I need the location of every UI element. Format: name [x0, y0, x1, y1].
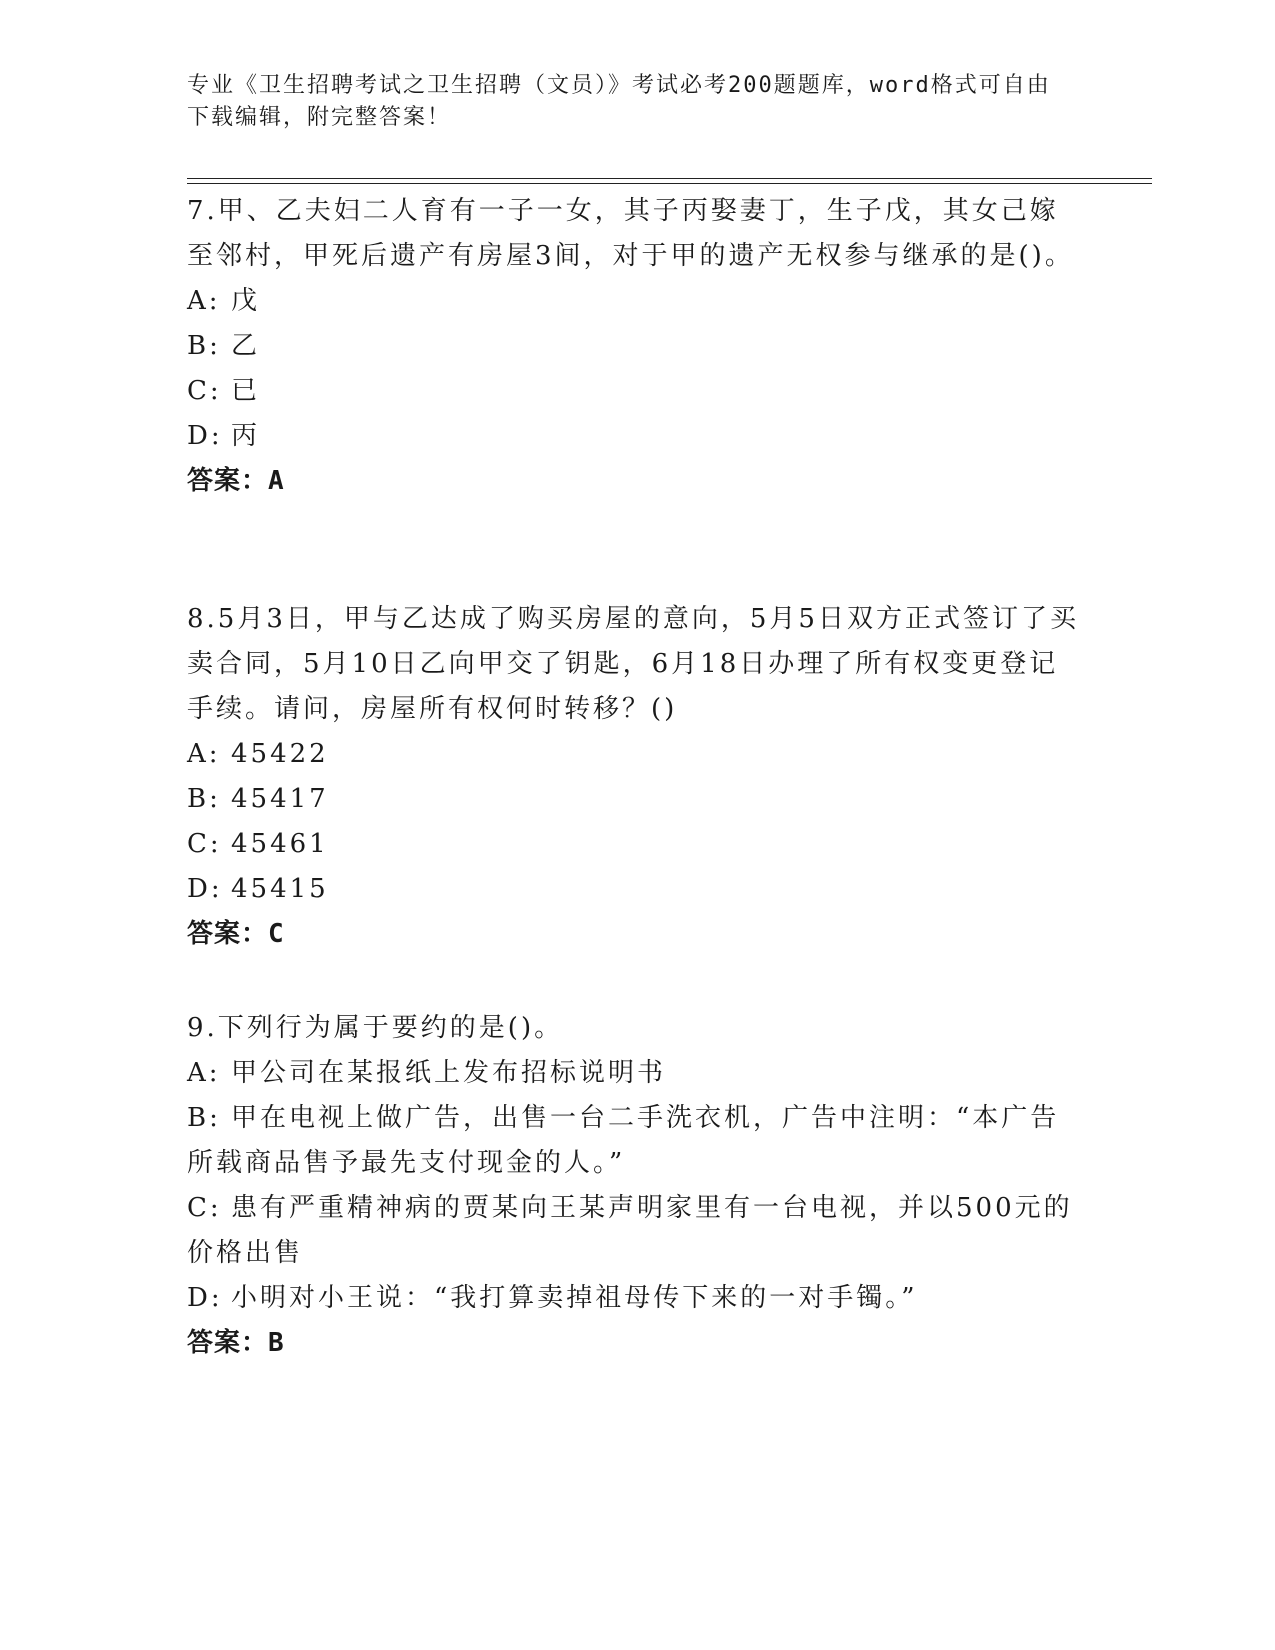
option-label: A: [187, 286, 221, 316]
option-text: 45422 [231, 739, 329, 769]
option-b [187, 1096, 1087, 1186]
option-text: 乙 [231, 331, 261, 361]
question-stem: 8.5月3日，甲与乙达成了购买房屋的意向，5月5日双方正式签订了买卖合同，5月10日乙向甲交了钥匙，6月18日办理了所有权变更登记手续。请问，房屋所有权何时转移？() [187, 604, 1079, 724]
option-label: C: [187, 376, 222, 406]
question-stem: 7.甲、乙夫妇二人育有一子一女，其子丙娶妻丁，生子戊，其女己嫁至邻村，甲死后遗产有房屋3间，对于甲的遗产无权参与继承的是()。 [187, 196, 1074, 271]
option-c [187, 822, 1087, 867]
answer: 答案：B [187, 1328, 285, 1358]
page-header: 专业《卫生招聘考试之卫生招聘（文员）》考试必考200题题库，word格式可自由下载编辑，附完整答案！ [187, 73, 1051, 130]
option-text: 已 [231, 376, 261, 406]
option-d [187, 867, 1087, 912]
option-c [187, 1186, 1087, 1276]
header-rule-bottom [187, 183, 1152, 184]
option-b [187, 777, 1087, 822]
option-text: 甲在电视上做广告，出售一台二手洗衣机，广告中注明：“本广告所载商品售予最先支付现金的人。” [187, 1103, 1060, 1178]
question-8 [187, 597, 1087, 957]
question-stem: 9.下列行为属于要约的是()。 [187, 1013, 564, 1043]
option-label: D: [187, 874, 223, 904]
option-label: C: [187, 829, 222, 859]
header-rule-top [187, 178, 1152, 179]
option-a [187, 279, 1087, 324]
option-d [187, 1276, 1087, 1321]
option-label: B: [187, 331, 221, 361]
option-a [187, 1051, 1087, 1096]
option-b [187, 324, 1087, 369]
option-a [187, 732, 1087, 777]
option-label: D: [187, 1283, 223, 1313]
option-label: B: [187, 1103, 221, 1133]
option-label: B: [187, 784, 221, 814]
option-c [187, 369, 1087, 414]
option-text: 45461 [231, 829, 329, 859]
answer: 答案：A [187, 466, 285, 496]
option-label: D: [187, 421, 223, 451]
question-7 [187, 189, 1087, 504]
option-label: C: [187, 1193, 222, 1223]
option-text: 患有严重精神病的贾某向王某声明家里有一台电视，并以500元的价格出售 [187, 1193, 1073, 1268]
option-text: 45415 [231, 874, 329, 904]
option-text: 甲公司在某报纸上发布招标说明书 [231, 1058, 667, 1088]
answer: 答案：C [187, 919, 285, 949]
option-label: A: [187, 1058, 221, 1088]
option-label: A: [187, 739, 221, 769]
option-text: 小明对小王说：“我打算卖掉祖母传下来的一对手镯。” [231, 1283, 918, 1313]
option-d [187, 414, 1087, 459]
option-text: 戊 [231, 286, 261, 316]
option-text: 丙 [231, 421, 261, 451]
option-text: 45417 [231, 784, 329, 814]
question-9 [187, 1006, 1087, 1366]
